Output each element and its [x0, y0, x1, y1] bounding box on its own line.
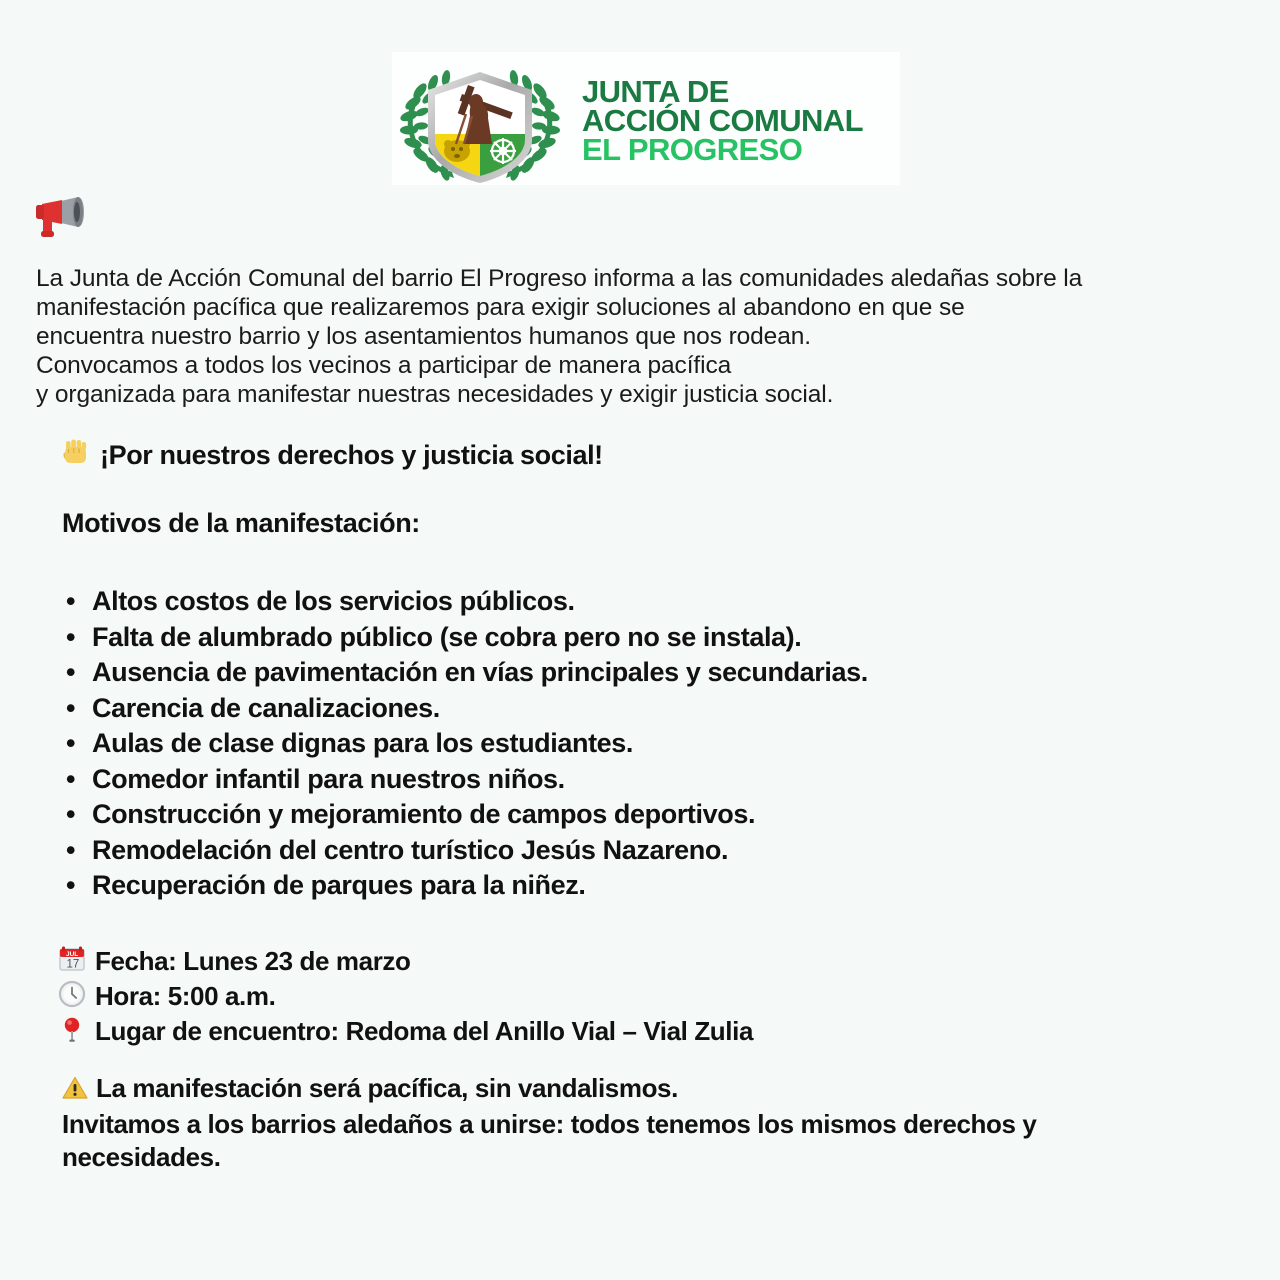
- list-item-text: Altos costos de los servicios públicos.: [92, 586, 575, 616]
- list-item: [62, 797, 868, 833]
- calendar-icon: [58, 945, 86, 978]
- intro-line-5: y organizada para manifestar nuestras necesidades y exigir justicia social.: [36, 381, 834, 408]
- map-pin-icon: [58, 1015, 86, 1048]
- detail-row-hora: [58, 979, 753, 1014]
- list-item-text: Ausencia de pavimentación en vías principales y secundarias.: [92, 657, 868, 687]
- megaphone-icon: [30, 196, 86, 242]
- raised-fist-icon: [62, 438, 89, 473]
- logo-line-3: EL PROGRESO: [582, 132, 803, 168]
- bullet-marker: •: [66, 799, 76, 829]
- intro-line-1: La Junta de Acción Comunal del barrio El Progreso informa a las comunidades aledañas sobre la: [36, 265, 1083, 292]
- intro-paragraph: [36, 264, 1251, 409]
- list-item: [62, 762, 868, 798]
- intro-line-2: manifestación pacífica que realizaremos para exigir soluciones al abandono en que se: [36, 294, 965, 321]
- motivos-heading: Motivos de la manifestación:: [62, 508, 420, 538]
- event-details: [58, 944, 753, 1049]
- detail-row-lugar: [58, 1014, 753, 1049]
- bullet-marker: •: [66, 870, 76, 900]
- notice-line-3: necesidades.: [62, 1142, 221, 1172]
- list-item-text: Aulas de clase dignas para los estudiantes.: [92, 728, 634, 758]
- organization-logo-banner: [392, 52, 900, 185]
- slogan-text: ¡Por nuestros derechos y justicia social!: [100, 440, 603, 470]
- logo-line-2: ACCIÓN COMUNAL: [582, 102, 863, 138]
- list-item-text: Recuperación de parques para la niñez.: [92, 870, 586, 900]
- slogan-line: [62, 438, 603, 473]
- logo-wordmark: [582, 73, 863, 168]
- list-item: [62, 726, 868, 762]
- intro-line-4: Convocamos a todos los vecinos a participar de manera pacífica: [36, 352, 732, 379]
- bullet-marker: •: [66, 621, 76, 652]
- detail-row-fecha: [58, 944, 753, 979]
- list-item-text: Construcción y mejoramiento de campos deportivos.: [92, 799, 756, 829]
- motivos-list: [62, 584, 868, 904]
- detail-hora-text: Hora: 5:00 a.m.: [95, 981, 276, 1011]
- list-item-text: Comedor infantil para nuestros niños.: [92, 763, 565, 794]
- bullet-marker: •: [66, 586, 76, 616]
- notice-warning-line: [62, 1072, 1252, 1108]
- bullet-marker: •: [66, 728, 76, 758]
- logo-line-1: JUNTA DE: [582, 73, 729, 109]
- bullet-marker: •: [66, 692, 76, 723]
- crest-emblem-icon: [392, 52, 568, 185]
- detail-lugar-text: Lugar de encuentro: Redoma del Anillo Vial – Vial Zulia: [95, 1016, 753, 1046]
- intro-line-3: encuentra nuestro barrio y los asentamientos humanos que nos rodean.: [36, 323, 811, 350]
- detail-fecha-text: Fecha: Lunes 23 de marzo: [95, 946, 411, 976]
- bullet-marker: •: [66, 657, 76, 687]
- list-item: [62, 620, 868, 656]
- warning-icon: [62, 1075, 88, 1108]
- clock-icon: [58, 980, 86, 1013]
- bullet-marker: •: [66, 834, 76, 865]
- notice-line-2: Invitamos a los barrios aledaños a unirse: todos tenemos los mismos derechos y: [62, 1109, 1037, 1139]
- list-item-text: Remodelación del centro turístico Jesús Nazareno.: [92, 834, 729, 865]
- calendar-month-text: JUL: [66, 951, 79, 958]
- notice-block: [62, 1072, 1252, 1174]
- list-item: [62, 833, 868, 869]
- list-item: [62, 868, 868, 904]
- calendar-day-text: 17: [66, 958, 80, 971]
- list-item-text: Carencia de canalizaciones.: [92, 692, 440, 723]
- list-item: [62, 691, 868, 727]
- notice-warning-text: La manifestación será pacífica, sin vandalismos.: [96, 1073, 678, 1103]
- bullet-marker: •: [66, 763, 76, 794]
- list-item: [62, 655, 868, 691]
- list-item: [62, 584, 868, 620]
- list-item-text: Falta de alumbrado público (se cobra pero no se instala).: [92, 621, 802, 652]
